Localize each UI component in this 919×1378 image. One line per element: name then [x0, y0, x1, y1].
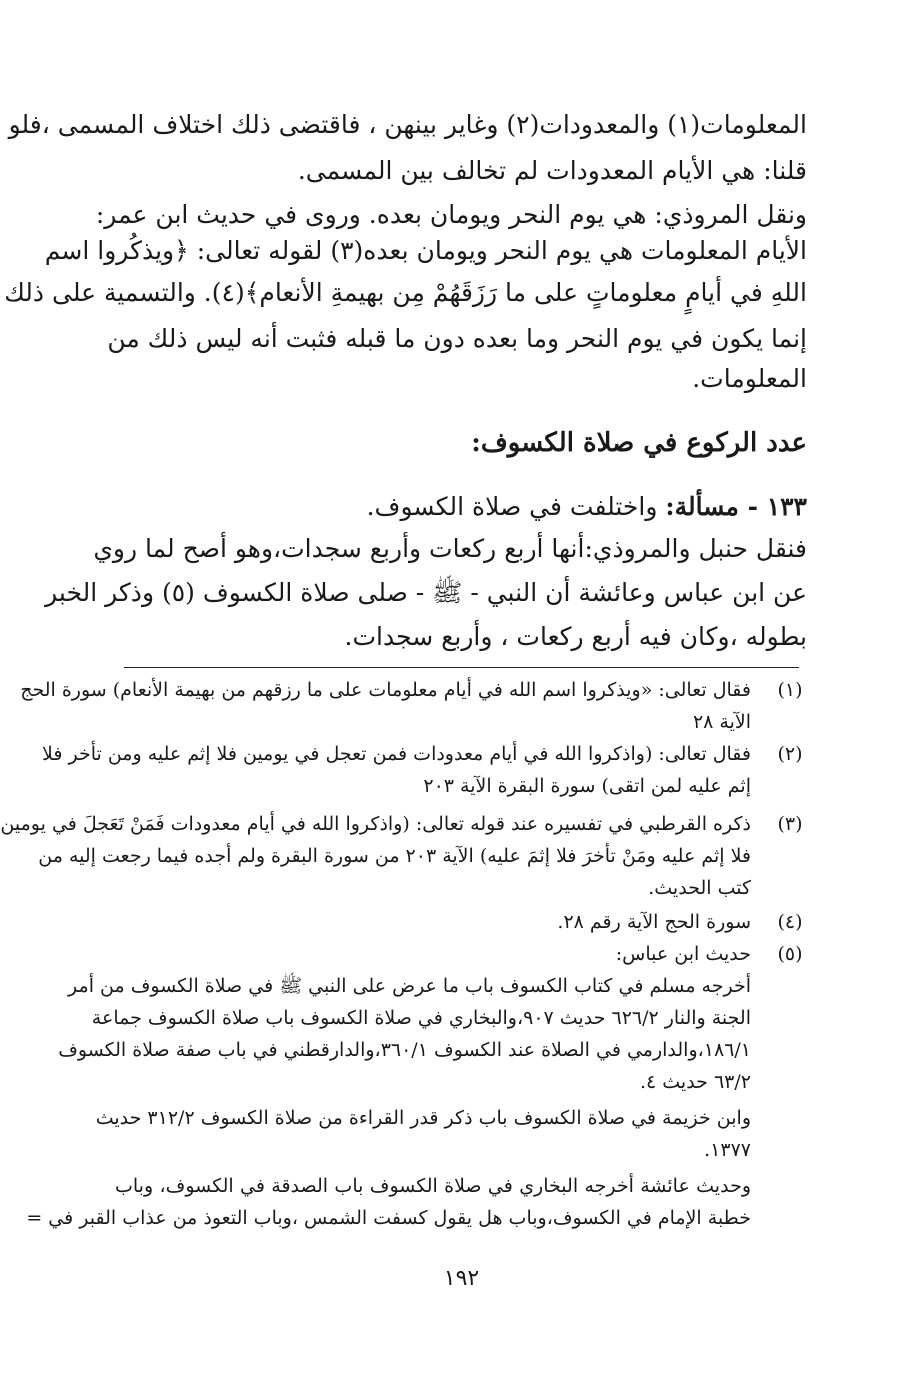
footnote-line: الجنة والنار ٦٢٦/٢ حديث ٩٠٧،والبخاري في صلاة الكسوف باب صلاة الكسوف جماعة	[91, 1007, 751, 1029]
footnote-number: (٣)	[777, 813, 803, 835]
body-line: قلنا: هي الأيام المعدودات لم تخالف بين المسمى.	[297, 156, 807, 185]
footnote-number: (٢)	[777, 743, 803, 765]
footnote-line: سورة الحج الآية رقم ٢٨.	[557, 911, 751, 933]
body-line: إنما يكون في يوم النحر وما بعده دون ما قبله فثبت أنه ليس ذلك من	[107, 324, 807, 353]
footnote-number: (١)	[777, 679, 803, 701]
body-line: المعلومات.	[692, 364, 807, 393]
body-line: المعلومات(١) والمعدودات(٢) وغاير بينهن ، فاقتضى ذلك اختلاف المسمى ،فلو	[8, 110, 807, 139]
footnote-line: الآية ٢٨	[692, 711, 751, 733]
body-line: الأيام المعلومات هي يوم النحر ويومان بعده(٣) لقوله تعالى: ﴿ويذكُروا اسم	[44, 236, 807, 265]
mas-ala-text: واختلفت في صلاة الكسوف.	[366, 492, 658, 521]
footnote-line: ذكره القرطبي في تفسيره عند قوله تعالى: (واذكروا الله في أيام معدودات فَمَنْ تَعَجلَ في يومين	[0, 813, 751, 835]
footnote-line: كتب الحديث.	[648, 877, 751, 899]
body-line: اللهِ في أيامٍ معلوماتٍ على ما رَزَقَهُمْ مِن بهيمةِ الأنعام﴾(٤). والتسمية على ذلك	[4, 278, 807, 307]
body-line: عن ابن عباس وعائشة أن النبي - ﷺ - صلى صلاة الكسوف (٥) وذكر الخبر	[45, 578, 807, 607]
footnote-line: وحديث عائشة أخرجه البخاري في صلاة الكسوف باب الصدقة في الكسوف، وباب	[115, 1175, 751, 1197]
mas-ala-line	[115, 484, 807, 530]
footnote-separator	[124, 667, 799, 668]
body-line: ونقل المروذي: هي يوم النحر ويومان بعده. وروى في حديث ابن عمر:	[95, 200, 807, 229]
mas-ala-number: ١٣٣ - مسألة:	[665, 492, 807, 521]
page-number: ١٩٢	[443, 1266, 480, 1291]
footnote-line: ١٨٦/١،والدارمي في الصلاة عند الكسوف ٣٦٠/١،والدارقطني في باب صفة صلاة الكسوف	[58, 1039, 751, 1061]
footnote-number: (٥)	[777, 943, 803, 965]
footnote-line: حديث ابن عباس:	[615, 943, 751, 965]
footnote-line: فقال تعالى: «ويذكروا اسم الله في أيام معلومات على ما رزقهم من بهيمة الأنعام) سورة الحج	[20, 679, 751, 701]
footnote-line: ٦٣/٢ حديث ٤.	[639, 1071, 751, 1093]
footnote-line: خطبة الإمام في الكسوف،وباب هل يقول كسفت الشمس ،وباب التعوذ من عذاب القبر في =	[26, 1207, 751, 1229]
body-line: بطوله ،وكان فيه أربع ركعات ، وأربع سجدات.	[344, 622, 807, 651]
footnote-line: إثم عليه لمن اتقى) سورة البقرة الآية ٢٠٣	[423, 775, 751, 797]
section-heading: عدد الركوع في صلاة الكسوف:	[471, 428, 807, 458]
footnote-line: فقال تعالى: (واذكروا الله في أيام معدودات فمن تعجل في يومين فلا إثم عليه ومن تأخر فلا	[42, 743, 751, 765]
body-line: فنقل حنبل والمروذي:أنها أربع ركعات وأربع سجدات،وهو أصح لما روي	[93, 534, 807, 563]
footnote-line: فلا إثم عليه ومَنْ تأخرَ فلا إثمَ عليه) الآية ٢٠٣ من سورة البقرة ولم أجده فيما رجعت إليه من	[38, 845, 751, 867]
footnote-line: ١٣٧٧.	[704, 1139, 751, 1161]
footnote-line: أخرجه مسلم في كتاب الكسوف باب ما عرض على النبي ﷺ في صلاة الكسوف من أمر	[68, 975, 751, 997]
footnote-number: (٤)	[777, 911, 803, 933]
footnote-line: وابن خزيمة في صلاة الكسوف باب ذكر قدر القراءة من صلاة الكسوف ٣١٢/٢ حديث	[95, 1107, 751, 1129]
